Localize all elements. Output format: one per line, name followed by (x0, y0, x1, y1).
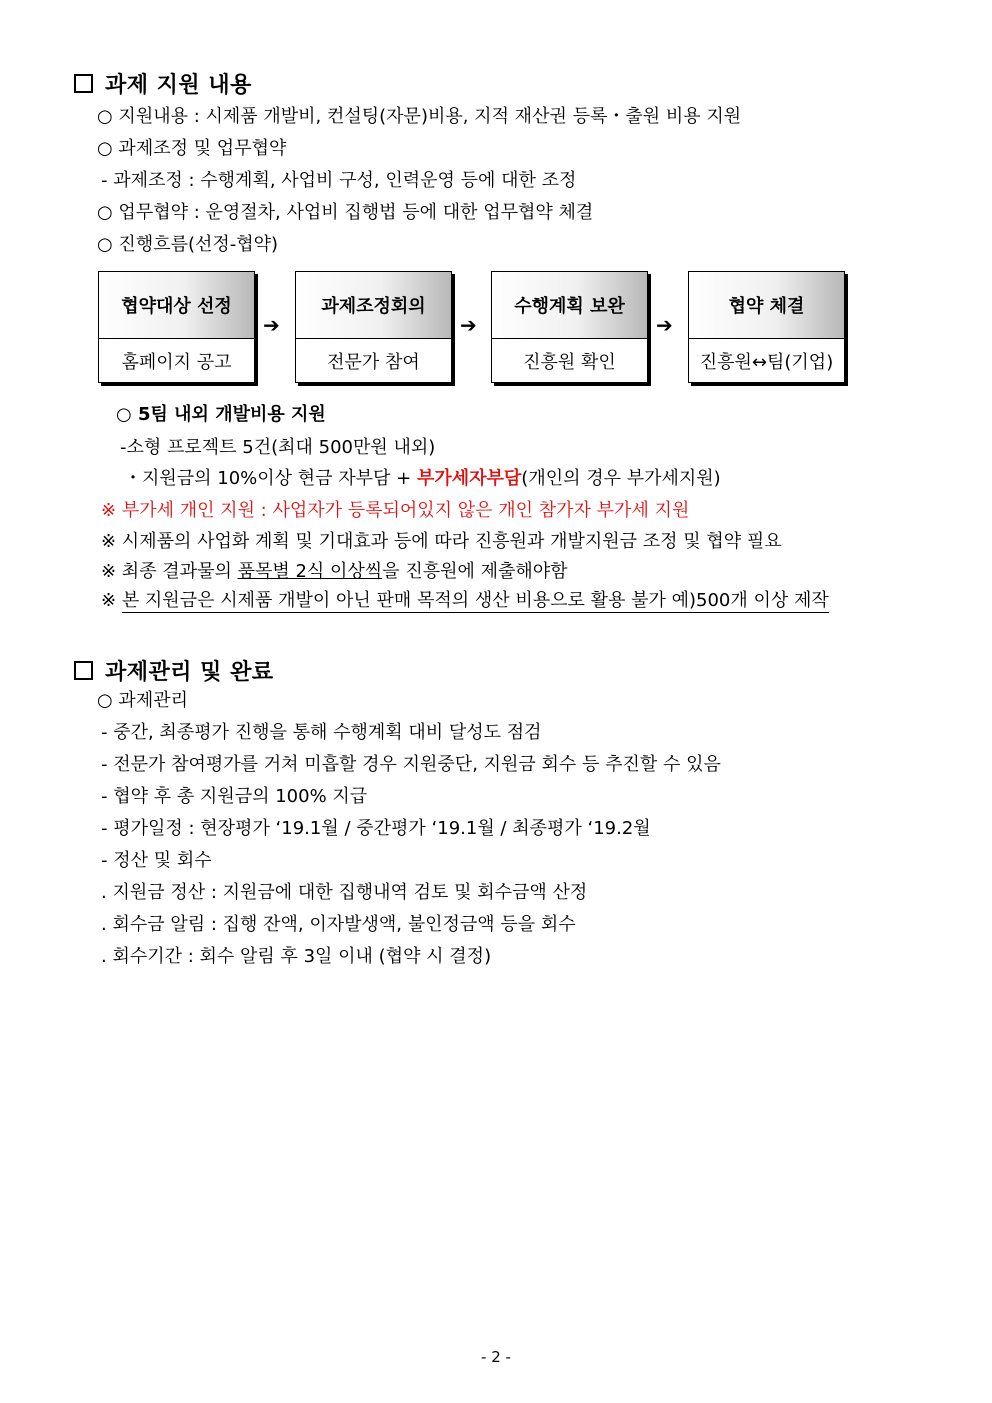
adjust-agreement-line: ○ 과제조정 및 업무협약 (97, 138, 287, 159)
settlement-item: . 지원금 정산 : 지원금에 대한 집행내역 검토 및 회수금액 산정 (101, 882, 588, 903)
vat-personal-note: (개인의 경우 부가세지원) (521, 468, 721, 489)
note-underlined-text: 품목별 2식 이상씩 (237, 561, 383, 582)
self-payment-line (124, 467, 721, 491)
note-underlined-text: 본 지원금은 시제품 개발이 아닌 판매 목적의 생산 비용으로 활용 불가 예)500개 이상 제작 (121, 590, 829, 611)
self-payment-text: ・지원금의 10%이상 현금 자부담 + (124, 468, 417, 489)
square-bullet-icon (74, 661, 93, 680)
management-heading-line: ○ 과제관리 (97, 690, 188, 711)
management-item: - 협약 후 총 지원금의 100% 지급 (101, 786, 368, 807)
section-title-text: 과제관리 및 완료 (105, 660, 274, 685)
note-final-deliverable (101, 560, 568, 584)
flow-step-desc: 진흥원↔팀(기업) (699, 351, 834, 373)
flow-heading-line: ○ 진행흐름(선정-협약) (97, 234, 279, 255)
flow-step-2 (295, 271, 452, 383)
support-content-line: ○ 지원내용 : 시제품 개발비, 컨설팅(자문)비용, 지적 재산권 등록・출원 비용 지원 (97, 106, 742, 127)
note-text: 을 진흥원에 제출해야함 (382, 561, 568, 582)
flow-step-title: 과제조정회의 (296, 272, 451, 339)
flow-step-desc: 전문가 참여 (327, 351, 420, 373)
small-project-line: -소형 프로젝트 5건(최대 500만원 내외) (120, 437, 436, 458)
management-item: - 정산 및 회수 (101, 850, 212, 871)
flow-step-title: 협약대상 선정 (99, 272, 254, 339)
agreement-detail-line: ○ 업무협약 : 운영절차, 사업비 집행법 등에 대한 업무협약 체결 (97, 202, 594, 223)
support-heading-line: ○ 5팀 내외 개발비용 지원 (116, 404, 326, 425)
management-item: - 중간, 최종평가 진행을 통해 수행계획 대비 달성도 점검 (101, 722, 542, 743)
note-mark: ※ (101, 590, 122, 611)
note-usage-restriction (101, 589, 829, 613)
flow-step-title: 수행계획 보완 (492, 272, 647, 339)
arrow-right-icon: ➔ (656, 313, 673, 337)
settlement-item: . 회수금 알림 : 집행 잔액, 이자발생액, 불인정금액 등을 회수 (101, 914, 576, 935)
flow-step-desc: 진흥원 확인 (523, 351, 616, 373)
vat-self-payment-highlight: 부가세자부담 (416, 468, 522, 489)
arrow-right-icon: ➔ (263, 313, 280, 337)
flow-step-3 (491, 271, 648, 383)
section-title-text: 과제 지원 내용 (105, 73, 252, 98)
section-title-management (74, 655, 274, 686)
adjust-detail-line: - 과제조정 : 수행계획, 사업비 구성, 인력운영 등에 대한 조정 (101, 170, 577, 191)
note-vat-personal: ※ 부가세 개인 지원 : 사업자가 등록되어있지 않은 개인 참가자 부가세 지원 (101, 500, 690, 521)
management-item: - 평가일정 : 현장평가 ‘19.1월 / 중간평가 ‘19.1월 / 최종평가 ‘19.2월 (101, 818, 651, 839)
note-commercialization: ※ 시제품의 사업화 계획 및 기대효과 등에 따라 진흥원과 개발지원금 조정 및 협약 필요 (101, 531, 782, 552)
section-title-support (74, 68, 252, 99)
management-item: - 전문가 참여평가를 거쳐 미흡할 경우 지원중단, 지원금 회수 등 추진할 수 있음 (101, 754, 721, 775)
page-number: - 2 - (481, 1348, 511, 1366)
square-bullet-icon (74, 74, 93, 93)
flow-step-4 (688, 271, 845, 383)
flow-step-desc: 홈페이지 공고 (121, 351, 232, 373)
flow-step-1 (98, 271, 255, 383)
arrow-right-icon: ➔ (460, 313, 477, 337)
settlement-item: . 회수기간 : 회수 알림 후 3일 이내 (협약 시 결정) (101, 946, 492, 967)
note-text: ※ 최종 결과물의 (101, 561, 238, 582)
flow-step-title: 협약 체결 (689, 272, 844, 339)
